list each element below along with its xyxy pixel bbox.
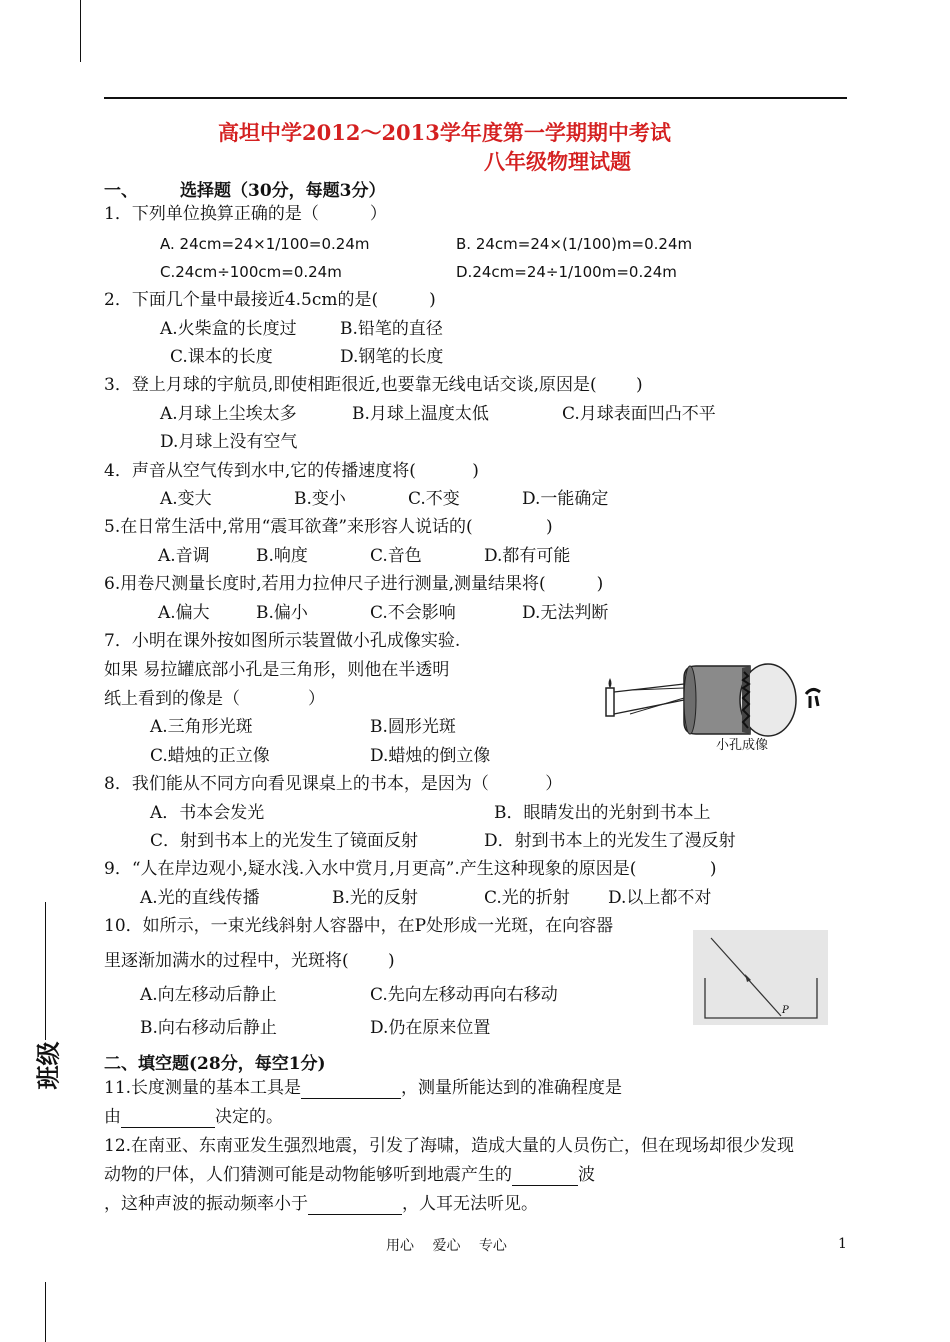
q2-option-b: B.铅笔的直径	[340, 319, 443, 339]
q7-option-b: B.圆形光斑	[370, 717, 456, 737]
section1-number: 一、	[104, 181, 138, 201]
section1-title: 选择题（30分，每题3分）	[180, 181, 386, 201]
q11-blank1[interactable]	[301, 1080, 401, 1099]
q6-option-d: D.无法判断	[522, 603, 609, 623]
q5-option-c: C.音色	[370, 546, 422, 566]
q12-text-line2b: 波	[578, 1165, 595, 1185]
q11-text-part2: ，测量所能达到的准确程度是	[401, 1078, 623, 1098]
pinhole-figure-caption: 小孔成像	[716, 738, 769, 753]
footer-motto: 用心 爱心 专心	[386, 1238, 507, 1254]
exam-subtitle: 八年级物理试题	[484, 149, 631, 174]
binding-line-mid	[45, 902, 46, 1040]
q8-option-a: A．书本会发光	[150, 803, 265, 823]
q3-option-d: D.月球上没有空气	[160, 432, 298, 452]
q3-stem: 3．登上月球的宇航员,即使相距很近,也要靠无线电话交谈,原因是( )	[104, 375, 643, 395]
q6-option-b: B.偏小	[256, 603, 308, 623]
q12-line3	[104, 1193, 538, 1215]
q1-option-d: D.24cm=24÷1/100m=0.24m	[456, 263, 677, 281]
q9-stem: 9．“人在岸边观小,疑水浅.入水中赏月,月更高”.产生这种现象的原因是( )	[104, 859, 717, 879]
q8-option-b: B．眼睛发出的光射到书本上	[494, 803, 711, 823]
q6-stem: 6.用卷尺测量长度时,若用力拉伸尺子进行测量,测量结果将( )	[104, 574, 604, 594]
binding-line-top	[80, 0, 81, 62]
q6-option-a: A.偏大	[158, 603, 210, 623]
q2-option-d: D.钢笔的长度	[340, 347, 444, 367]
q8-option-d: D．射到书本上的光发生了漫反射	[484, 831, 736, 851]
q4-stem: 4．声音从空气传到水中,它的传播速度将( )	[104, 461, 479, 481]
q12-line1: 12.在南亚、东南亚发生强烈地震，引发了海啸，造成大量的人员伤亡，但在现场却很少发现	[104, 1136, 795, 1156]
q1-option-b: B. 24cm=24×(1/100)m=0.24m	[456, 235, 693, 253]
q9-option-a: A.光的直线传播	[140, 888, 260, 908]
q4-option-c: C.不变	[408, 489, 460, 509]
q3-option-a: A.月球上尘埃太多	[160, 404, 297, 424]
q7-line1: 7．小明在课外按如图所示装置做小孔成像实验.	[104, 631, 461, 651]
spot-p-label: P	[782, 1005, 789, 1016]
q6-option-c: C.不会影响	[370, 603, 456, 623]
q12-line2	[104, 1164, 595, 1186]
q7-line2: 如果 易拉罐底部小孔是三角形，则他在半透明	[104, 660, 450, 680]
q12-blank2[interactable]	[308, 1196, 402, 1215]
q9-option-c: C.光的折射	[484, 888, 570, 908]
q4-option-a: A.变大	[160, 489, 212, 509]
q11-blank2[interactable]	[121, 1109, 215, 1128]
q4-option-b: B.变小	[294, 489, 346, 509]
header-rule	[104, 97, 847, 99]
q7-option-c: C.蜡烛的正立像	[150, 746, 270, 766]
binding-line-bottom	[45, 1282, 46, 1342]
q8-option-c: C．射到书本上的光发生了镜面反射	[150, 831, 419, 851]
q7-option-d: D.蜡烛的倒立像	[370, 746, 491, 766]
q2-stem: 2．下面几个量中最接近4.5cm的是( )	[104, 290, 436, 310]
q5-stem: 5.在日常生活中,常用“震耳欲聋”来形容人说话的( )	[104, 517, 553, 537]
q11-line1	[104, 1077, 622, 1099]
q2-option-c: C.课本的长度	[170, 347, 273, 367]
q10-option-c: C.先向左移动再向右移动	[370, 985, 558, 1005]
q11-text-part3: 由	[104, 1107, 121, 1127]
q10-option-a: A.向左移动后静止	[140, 985, 277, 1005]
q10-line1: 10．如所示，一束光线斜射人容器中，在P处形成一光斑，在向容器	[104, 916, 614, 936]
q12-text-line2a: 动物的尸体，人们猜测可能是动物能够听到地震产生的	[104, 1165, 512, 1185]
section2-title: 二、填空题(28分，每空1分)	[104, 1054, 326, 1074]
q9-option-b: B.光的反射	[332, 888, 418, 908]
q1-option-a: A. 24cm=24×1/100=0.24m	[160, 235, 370, 253]
q5-option-d: D.都有可能	[484, 546, 571, 566]
q11-text-part1: 11.长度测量的基本工具是	[104, 1078, 302, 1098]
q5-option-b: B.响度	[256, 546, 308, 566]
q10-line2: 里逐渐加满水的过程中，光斑将( )	[104, 951, 395, 971]
q3-option-c: C.月球表面凹凸不平	[562, 404, 716, 424]
pinhole-camera-figure	[600, 658, 830, 758]
class-label: 班级	[33, 1041, 63, 1090]
q12-text-line3b: ，人耳无法听见。	[402, 1194, 538, 1214]
q10-option-d: D.仍在原来位置	[370, 1018, 491, 1038]
q7-option-a: A.三角形光斑	[150, 717, 253, 737]
exam-title: 高坦中学2012～2013学年度第一学期期中考试	[218, 120, 671, 145]
q10-option-b: B.向右移动后静止	[140, 1018, 277, 1038]
q3-option-b: B.月球上温度太低	[352, 404, 489, 424]
q5-option-a: A.音调	[158, 546, 210, 566]
q2-option-a: A.火柴盒的长度过	[160, 319, 297, 339]
q1-stem: 1．下列单位换算正确的是（ ）	[104, 204, 387, 224]
q1-option-c: C.24cm÷100cm=0.24m	[160, 263, 342, 281]
q11-line2	[104, 1106, 283, 1128]
q4-option-d: D.一能确定	[522, 489, 609, 509]
q12-blank1[interactable]	[512, 1167, 578, 1186]
container-figure	[693, 930, 828, 1025]
q9-option-d: D.以上都不对	[608, 888, 712, 908]
q12-text-line3a: ，这种声波的振动频率小于	[104, 1194, 308, 1214]
q7-line3: 纸上看到的像是（ ）	[104, 689, 325, 709]
q11-text-part4: 决定的。	[215, 1107, 283, 1127]
q8-stem: 8．我们能从不同方向看见课桌上的书本，是因为（ ）	[104, 774, 563, 794]
page-number: 1	[838, 1236, 847, 1252]
